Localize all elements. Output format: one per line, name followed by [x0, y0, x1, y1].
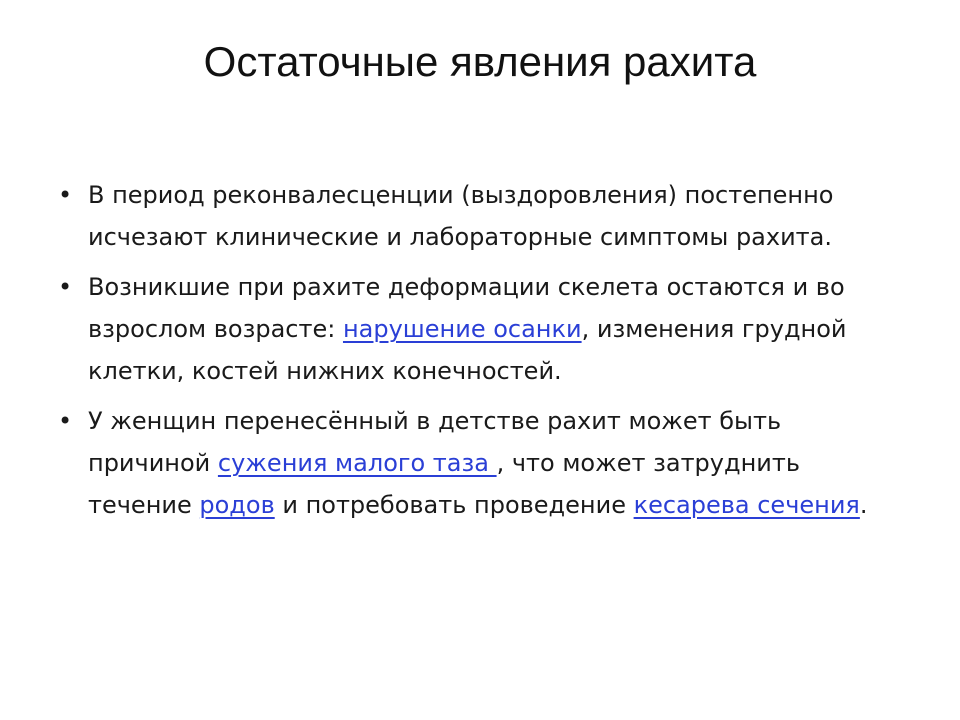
bullet-text-after: , изменения грудной клетки, костей нижних конечностей. — [88, 315, 847, 385]
bullet-text: В период реконвалесценции (выздоровления) постепенно исчезают клинические и лабораторные симптомы рахита. — [88, 181, 834, 251]
bullet-item-women — [58, 400, 908, 526]
bullet-text-middle: , что может затруднить течение — [88, 449, 801, 519]
bullet-text-before: У женщин перенесённый в детстве рахит может быть причиной — [88, 407, 782, 477]
posture-disorder-link[interactable]: нарушение осанки — [342, 315, 582, 343]
bullet-dot-icon: • — [58, 407, 73, 435]
childbirth-link[interactable]: родов — [199, 491, 275, 519]
bullet-item-convalescence — [58, 174, 908, 258]
bullet-list — [58, 174, 908, 534]
bullet-dot-icon: • — [58, 273, 73, 301]
narrow-pelvis-link[interactable]: сужения малого таза — [217, 449, 497, 477]
bullet-text-before: Возникшие при рахите деформации скелета остаются и во взрослом возрасте: — [88, 273, 845, 343]
bullet-text-middle: и потребовать проведение — [274, 491, 634, 519]
slide-title: Остаточные явления рахита — [203, 38, 757, 85]
bullet-text-after: . — [859, 491, 868, 519]
bullet-item-deformations — [58, 266, 908, 392]
cesarean-section-link[interactable]: кесарева сечения — [633, 491, 860, 519]
bullet-dot-icon: • — [58, 181, 73, 209]
